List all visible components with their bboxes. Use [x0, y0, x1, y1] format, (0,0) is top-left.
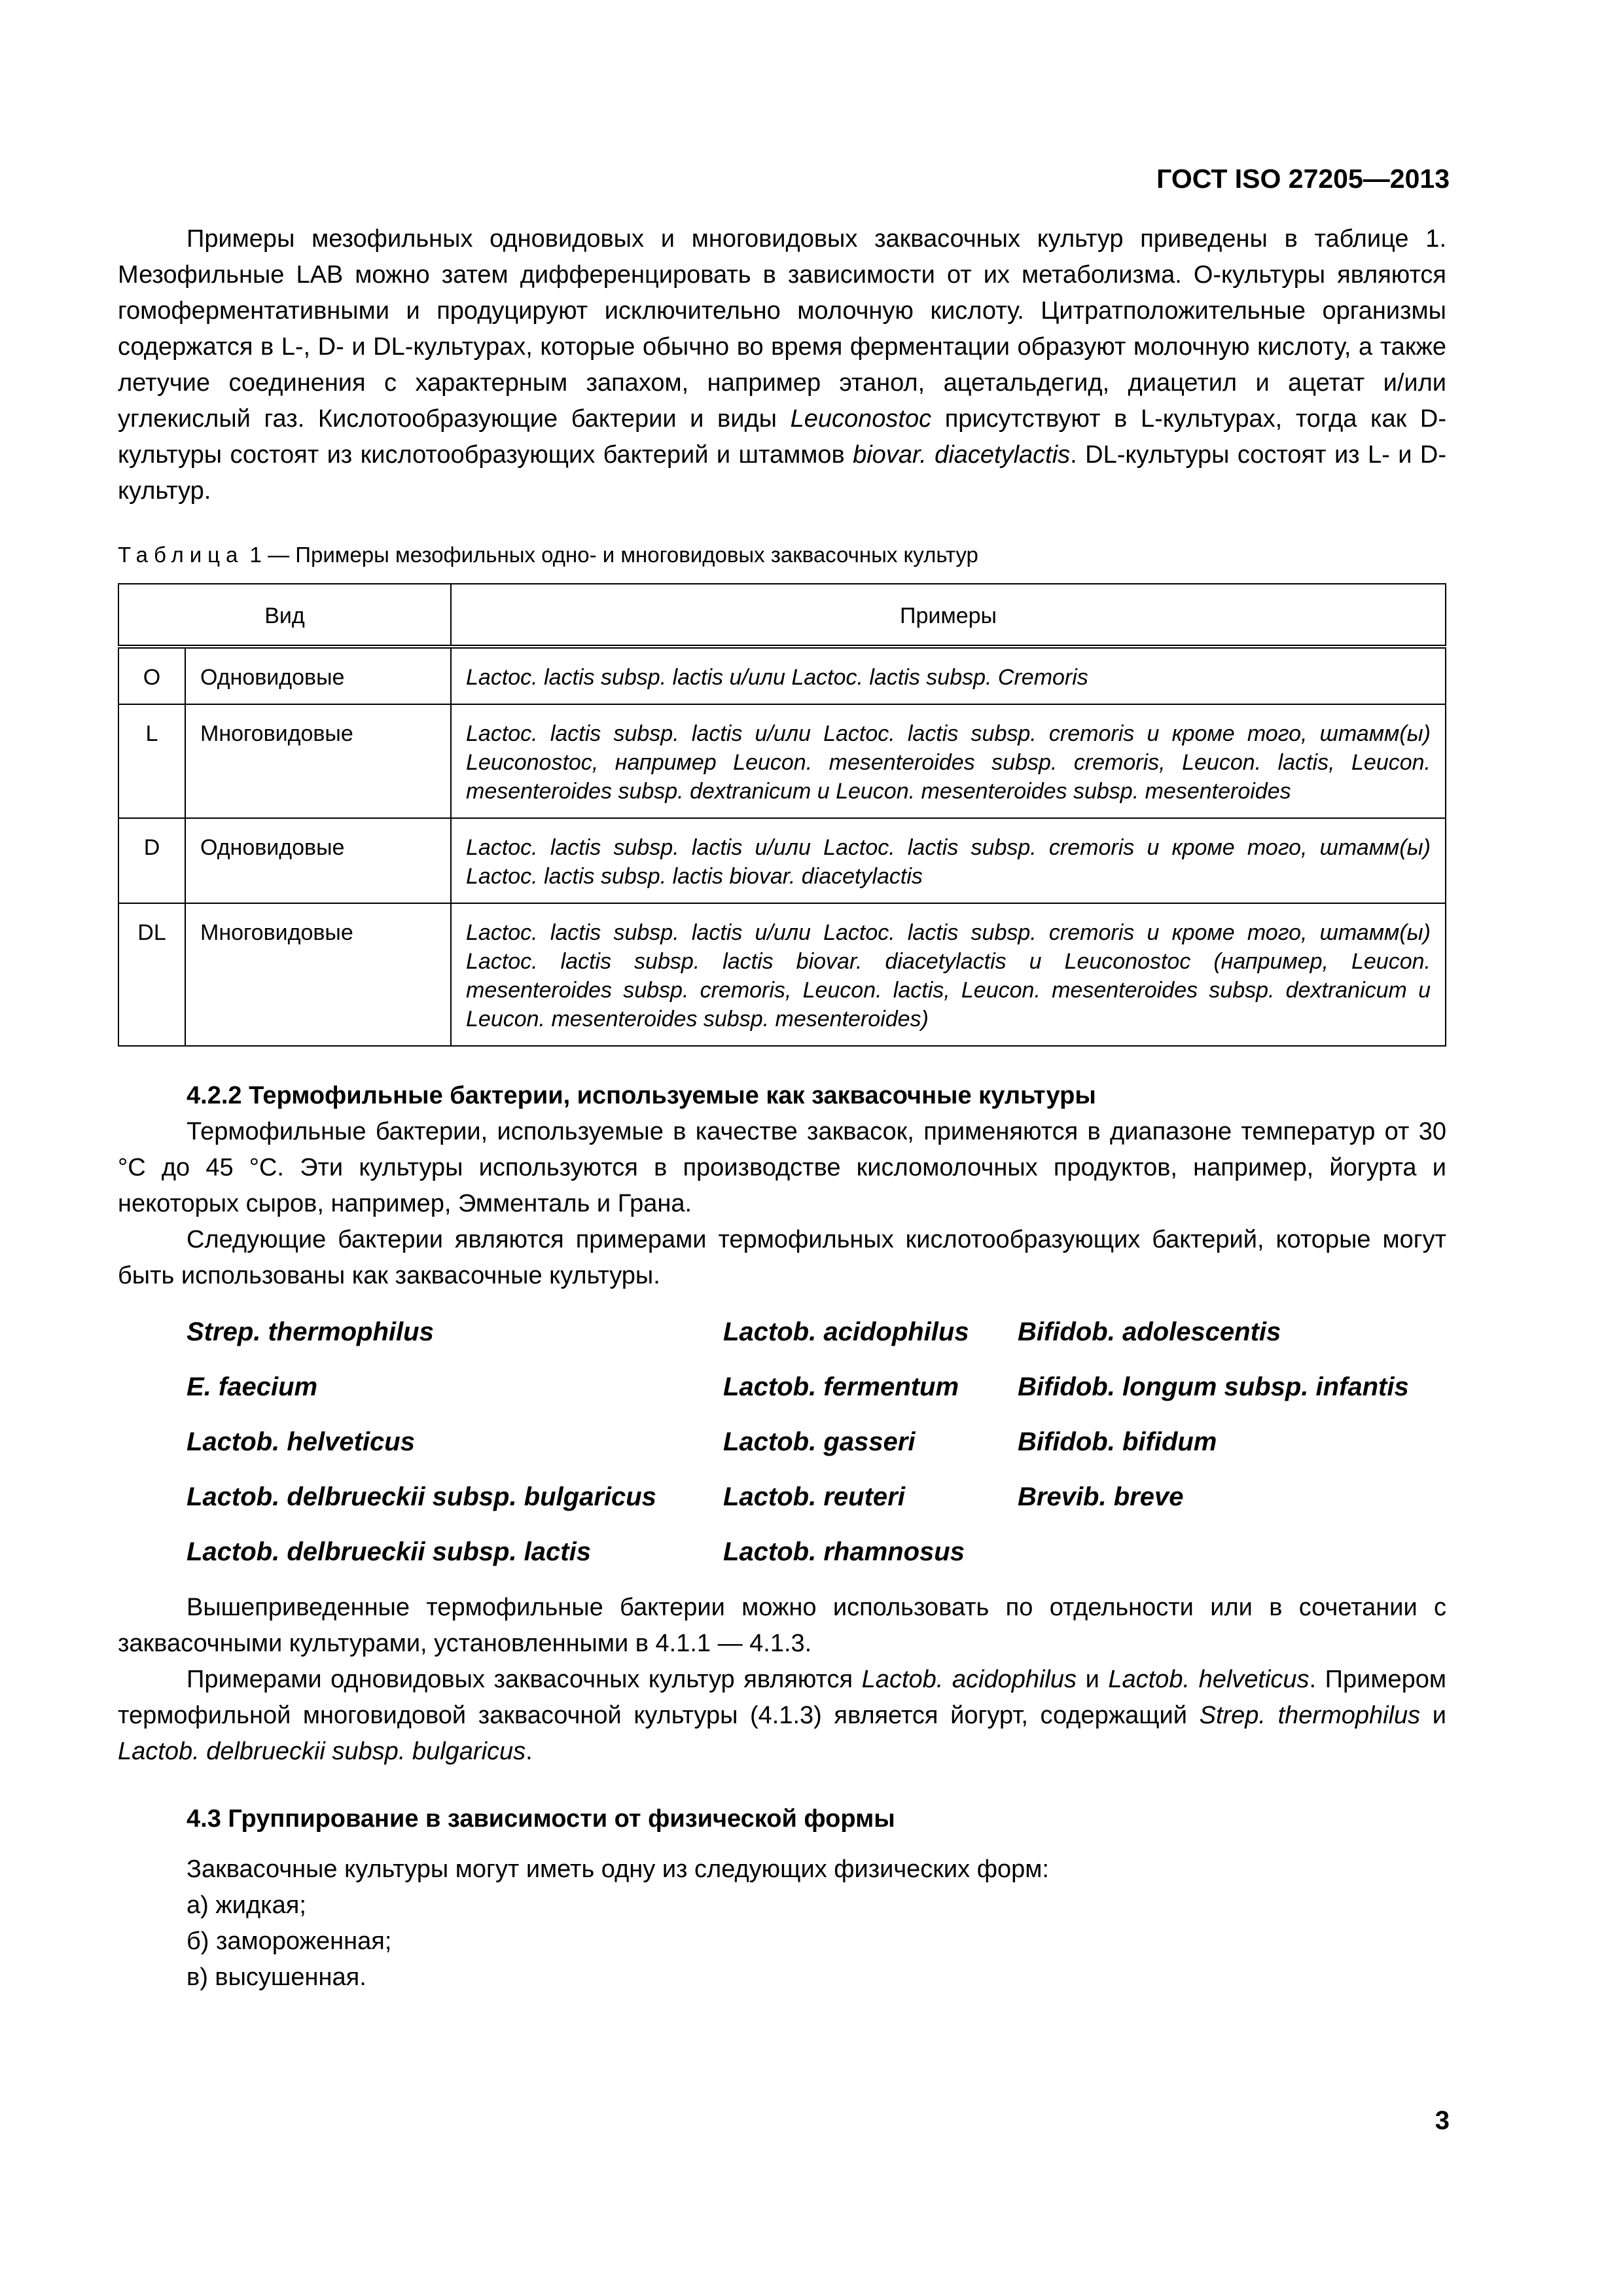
italic-text-run: Leuconostoc: [790, 405, 932, 433]
column-header-kind: Вид: [118, 584, 451, 647]
text-run: и: [811, 779, 836, 804]
text-run: и кроме того, штамм(ы): [1134, 721, 1431, 746]
italic-text-run: Lactob. helveticus: [1108, 1666, 1310, 1693]
italic-text-run: Lactoc. lactis subsp. cremoris: [823, 835, 1135, 860]
intro-paragraph: [118, 221, 1446, 509]
list-item: в) высушенная.: [187, 1964, 366, 1991]
list-item: а) жидкая;: [187, 1892, 306, 1919]
culture-kind: Многовидовые: [185, 903, 451, 1046]
text-run: и/или: [742, 920, 824, 945]
section-heading-4-3: 4.3 Группирование в зависимости от физической формы: [187, 1805, 895, 1833]
table-header-row: [118, 584, 1446, 647]
bacteria-name: [1018, 1534, 1476, 1570]
text-run: . Примером термофильной многовидовой заквасочной культуры (4.1.3) является йогурт, содержащий: [118, 1666, 1446, 1729]
culture-code: L: [118, 704, 185, 818]
standard-code: ГОСТ ISO 27205—2013: [1156, 164, 1450, 194]
culture-examples: [451, 704, 1446, 818]
italic-text-run: Lactob. delbrueckii subsp. bulgaricus: [118, 1738, 526, 1765]
column-header-examples: Примеры: [451, 584, 1446, 647]
bacteria-name: Lactob. reuteri: [723, 1482, 905, 1511]
italic-text-run: Leucon. mesenteroides subsp. mesenteroides: [836, 779, 1291, 804]
text-run: ): [921, 1007, 929, 1031]
table-caption: [118, 537, 1446, 573]
text-run: . DL-культуры состоят из L- и D-культур.: [118, 441, 1446, 505]
cultures-table: [118, 583, 1446, 1047]
bacteria-name: Bifidob. longum subsp. infantis: [1018, 1372, 1409, 1401]
italic-text-run: Leucon. mesenteroides subsp. mesenteroides: [466, 1007, 921, 1031]
page-content: [118, 221, 1446, 1996]
bacteria-name: Lactob. helveticus: [187, 1427, 415, 1456]
text-run: и/или: [723, 665, 792, 690]
bacteria-list: [187, 1314, 1446, 1570]
bacteria-name: Lactob. delbrueckii subsp. bulgaricus: [187, 1482, 656, 1511]
bacteria-name: Bifidob. bifidum: [1018, 1427, 1217, 1456]
culture-examples: [451, 903, 1446, 1046]
culture-kind: Многовидовые: [185, 704, 451, 818]
text-run: и: [1006, 949, 1065, 974]
italic-text-run: biovar. diacetylactis: [853, 441, 1071, 469]
italic-text-run: Lactoc. lactis subsp. lactis: [466, 721, 743, 746]
thermophilic-paragraph-3: Вышеприведенные термофильные бактерии можно использовать по отдельности или в сочетании с заквасочными культурами, установленными в 4.1.1 — 4.1.3.: [118, 1594, 1446, 1657]
text-run: .: [526, 1738, 533, 1765]
bacteria-name: Bifidob. adolescentis: [1018, 1318, 1281, 1346]
bacteria-name: Brevib. breve: [1018, 1482, 1184, 1511]
text-run: Примерами одновидовых заквасочных культур являются: [187, 1666, 862, 1693]
culture-examples: [451, 647, 1446, 704]
text-run: и/или: [742, 721, 824, 746]
italic-text-run: Lactoc. lactis subsp. lactis: [466, 920, 743, 945]
text-run: и: [1077, 1666, 1109, 1693]
bacteria-name: E. faecium: [187, 1372, 318, 1401]
physical-forms-intro: Заквасочные культуры могут иметь одну из следующих физических форм:: [187, 1856, 1049, 1883]
text-run: и кроме того, штамм(ы): [1134, 920, 1431, 945]
bacteria-name: Strep. thermophilus: [187, 1318, 434, 1346]
italic-text-run: Lactoc. lactis subsp. lactis: [466, 665, 724, 690]
text-run: и/или: [742, 835, 824, 860]
bacteria-name: Lactob. delbrueckii subsp. lactis: [187, 1537, 591, 1566]
thermophilic-paragraph-1: Термофильные бактерии, используемые в качестве заквасок, применяются в диапазоне температур от 30 °С до 45 °С. Эти культуры используются в производстве кисломолочных продуктов, например, йогурта и некоторых сыров, например, Эмменталь и Грана.: [118, 1118, 1446, 1217]
culture-examples: [451, 818, 1446, 903]
italic-text-run: Lactoc. lactis subsp. cremoris: [823, 721, 1135, 746]
table-caption-text: 1 — Примеры мезофильных одно- и многовидовых заквасочных культур: [243, 543, 978, 567]
table-row: [118, 818, 1446, 903]
table-row: [118, 647, 1446, 704]
culture-kind: Одновидовые: [185, 647, 451, 704]
list-item: б) замороженная;: [187, 1928, 392, 1955]
text-run: присутствуют в L-культурах, тогда как D-культуры состоят из кислотообразующих бактерий и штаммов: [118, 405, 1446, 469]
culture-code: DL: [118, 903, 185, 1046]
culture-code: D: [118, 818, 185, 903]
thermophilic-paragraph-4: [118, 1662, 1446, 1770]
text-run: Примеры мезофильных одновидовых и многовидовых заквасочных культур приведены в таблице 1. Мезофильные LAB можно затем дифференцировать в зависимости от их метаболизма. О-культуры являются гомоферментативными и продуцируют исключительно молочную кислоту. Цитратположительные организмы содержатся в L-, D- и DL-культурах, которые обычно во время ферментации образуют молочную кислоту, а также летучие соединения с характерным запахом, например этанол, ацетальдегид, диацетил и ацетат и/или углекислый газ. Кислотообразующие бактерии и виды: [118, 225, 1446, 433]
italic-text-run: Lactoc. lactis subsp. Cremoris: [791, 665, 1088, 690]
bacteria-name: Lactob. fermentum: [723, 1372, 959, 1401]
bacteria-name: Lactob. gasseri: [723, 1427, 916, 1456]
thermophilic-paragraph-2: Следующие бактерии являются примерами термофильных кислотообразующих бактерий, которые могут быть использованы как заквасочные культуры.: [118, 1226, 1446, 1289]
culture-code: O: [118, 647, 185, 704]
text-run: , например: [592, 750, 734, 775]
culture-kind: Одновидовые: [185, 818, 451, 903]
table-caption-label: Таблица: [118, 543, 244, 567]
text-run: (например,: [1190, 949, 1351, 974]
text-run: и: [1420, 1702, 1446, 1729]
italic-text-run: Leucon. mesenteroides subsp. cremoris, Leucon. lactis, Leucon. mesenteroides subsp. dextranicum: [466, 750, 1431, 804]
italic-text-run: Leucon. mesenteroides subsp. cremoris, Leucon. lactis, Leucon. mesenteroides subsp. dextranicum: [466, 949, 1431, 1003]
text-run: и: [1406, 978, 1431, 1003]
section-heading-4-2-2: 4.2.2 Термофильные бактерии, используемые как заквасочные культуры: [187, 1082, 1096, 1109]
italic-text-run: Strep. thermophilus: [1199, 1702, 1421, 1729]
page-number: 3: [1435, 2106, 1450, 2135]
italic-text-run: Lactob. acidophilus: [861, 1666, 1077, 1693]
italic-text-run: Lactoc. lactis subsp. lactis: [466, 835, 743, 860]
italic-text-run: Lactoc. lactis subsp. cremoris: [823, 920, 1135, 945]
table-row: [118, 903, 1446, 1046]
table-row: [118, 704, 1446, 818]
italic-text-run: Lactoc. lactis subsp. lactis biovar. diacetylactis: [466, 949, 1007, 974]
bacteria-name: Lactob. acidophilus: [723, 1318, 969, 1346]
bacteria-name: Lactob. rhamnosus: [723, 1537, 965, 1566]
italic-text-run: Leuconostoc: [1064, 949, 1191, 974]
italic-text-run: Leuconostoc: [466, 750, 592, 775]
text-run: и кроме того, штамм(ы): [1134, 835, 1431, 860]
italic-text-run: Lactoc. lactis subsp. lactis biovar. diacetylactis: [466, 864, 923, 889]
